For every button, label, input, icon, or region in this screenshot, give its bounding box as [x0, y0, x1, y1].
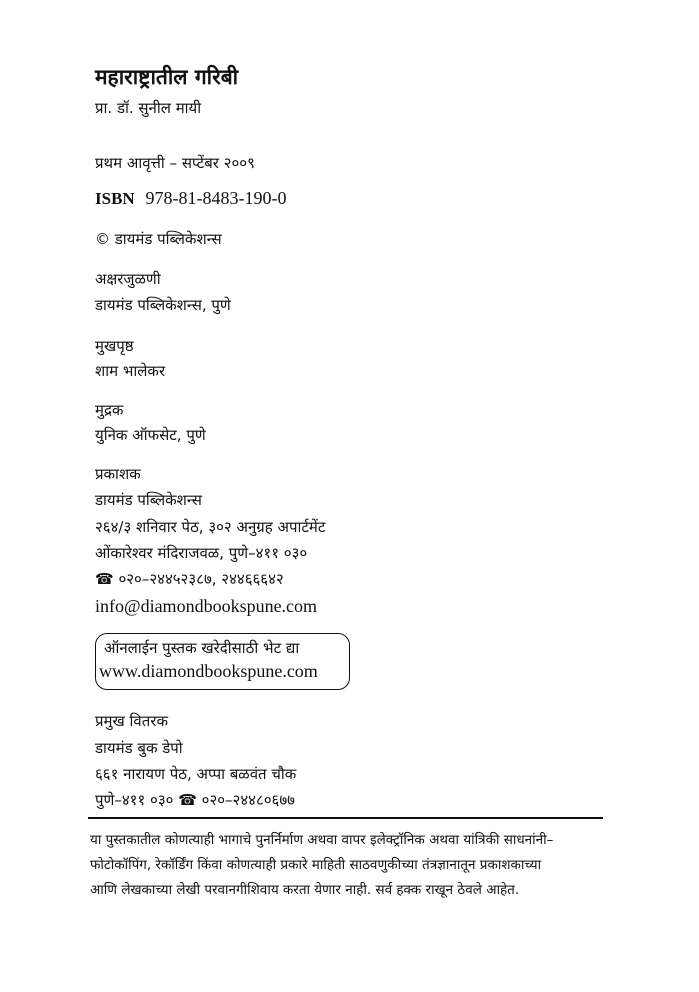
copyright: © डायमंड पब्लिकेशन्स [95, 230, 222, 248]
publisher-address-1: २६४/३ शनिवार पेठ, ३०२ अनुग्रह अपार्टमेंट [95, 518, 326, 536]
isbn-value: 978-81-8483-190-0 [145, 188, 287, 208]
isbn [95, 188, 286, 209]
divider [88, 817, 603, 819]
publisher-name: डायमंड पब्लिकेशन्स [95, 491, 202, 509]
publisher-phone: ☎ ०२०–२४४५२३८७, २४४६६६४२ [95, 570, 284, 588]
website-link[interactable]: www.diamondbookspune.com [99, 661, 318, 681]
cover-value: शाम भालेकर [95, 362, 166, 380]
cover-label: मुखपृष्ठ [95, 337, 134, 355]
distributor-address: ६६१ नारायण पेठ, अप्पा बळवंत चौक [95, 765, 297, 783]
disclaimer-line: आणि लेखकाच्या लेखी परवानगीशिवाय करता येणार नाही. सर्व हक्क राखून ठेवले आहेत. [90, 882, 520, 898]
typesetting-label: अक्षरजुळणी [95, 270, 161, 288]
printer-value: युनिक ऑफसेट, पुणे [95, 426, 206, 444]
disclaimer-line: फोटोकॉपिंग, रेकॉर्डिंग किंवा कोणत्याही प्रकारे माहिती साठवणुकीच्या तंत्रज्ञानातून प्रकाशकाच्या [90, 857, 542, 873]
book-title: महाराष्ट्रातील गरिबी [95, 65, 239, 89]
typesetting-value: डायमंड पब्लिकेशन्स, पुणे [95, 296, 231, 314]
edition: प्रथम आवृत्ती – सप्टेंबर २००९ [95, 154, 255, 172]
isbn-label: ISBN [95, 189, 135, 208]
publisher-address-2: ओंकारेश्वर मंदिराजवळ, पुणे–४११ ०३० [95, 544, 308, 562]
distributor-name: डायमंड बुक डेपो [95, 739, 183, 757]
distributor-contact: पुणे–४११ ०३० ☎ ०२०–२४४८०६७७ [95, 791, 295, 809]
printer-label: मुद्रक [95, 401, 124, 419]
author: प्रा. डॉ. सुनील मायी [95, 99, 202, 117]
publisher-email[interactable]: info@diamondbookspune.com [95, 596, 318, 616]
publisher-label: प्रकाशक [95, 465, 141, 483]
distributor-label: प्रमुख वितरक [95, 712, 168, 730]
online-purchase-text: ऑनलाईन पुस्तक खरेदीसाठी भेट द्या [104, 639, 300, 657]
disclaimer-line: या पुस्तकातील कोणत्याही भागाचे पुनर्निर्माण अथवा वापर इलेक्ट्रॉनिक अथवा यांत्रिकी साधनांनी– [90, 832, 554, 848]
